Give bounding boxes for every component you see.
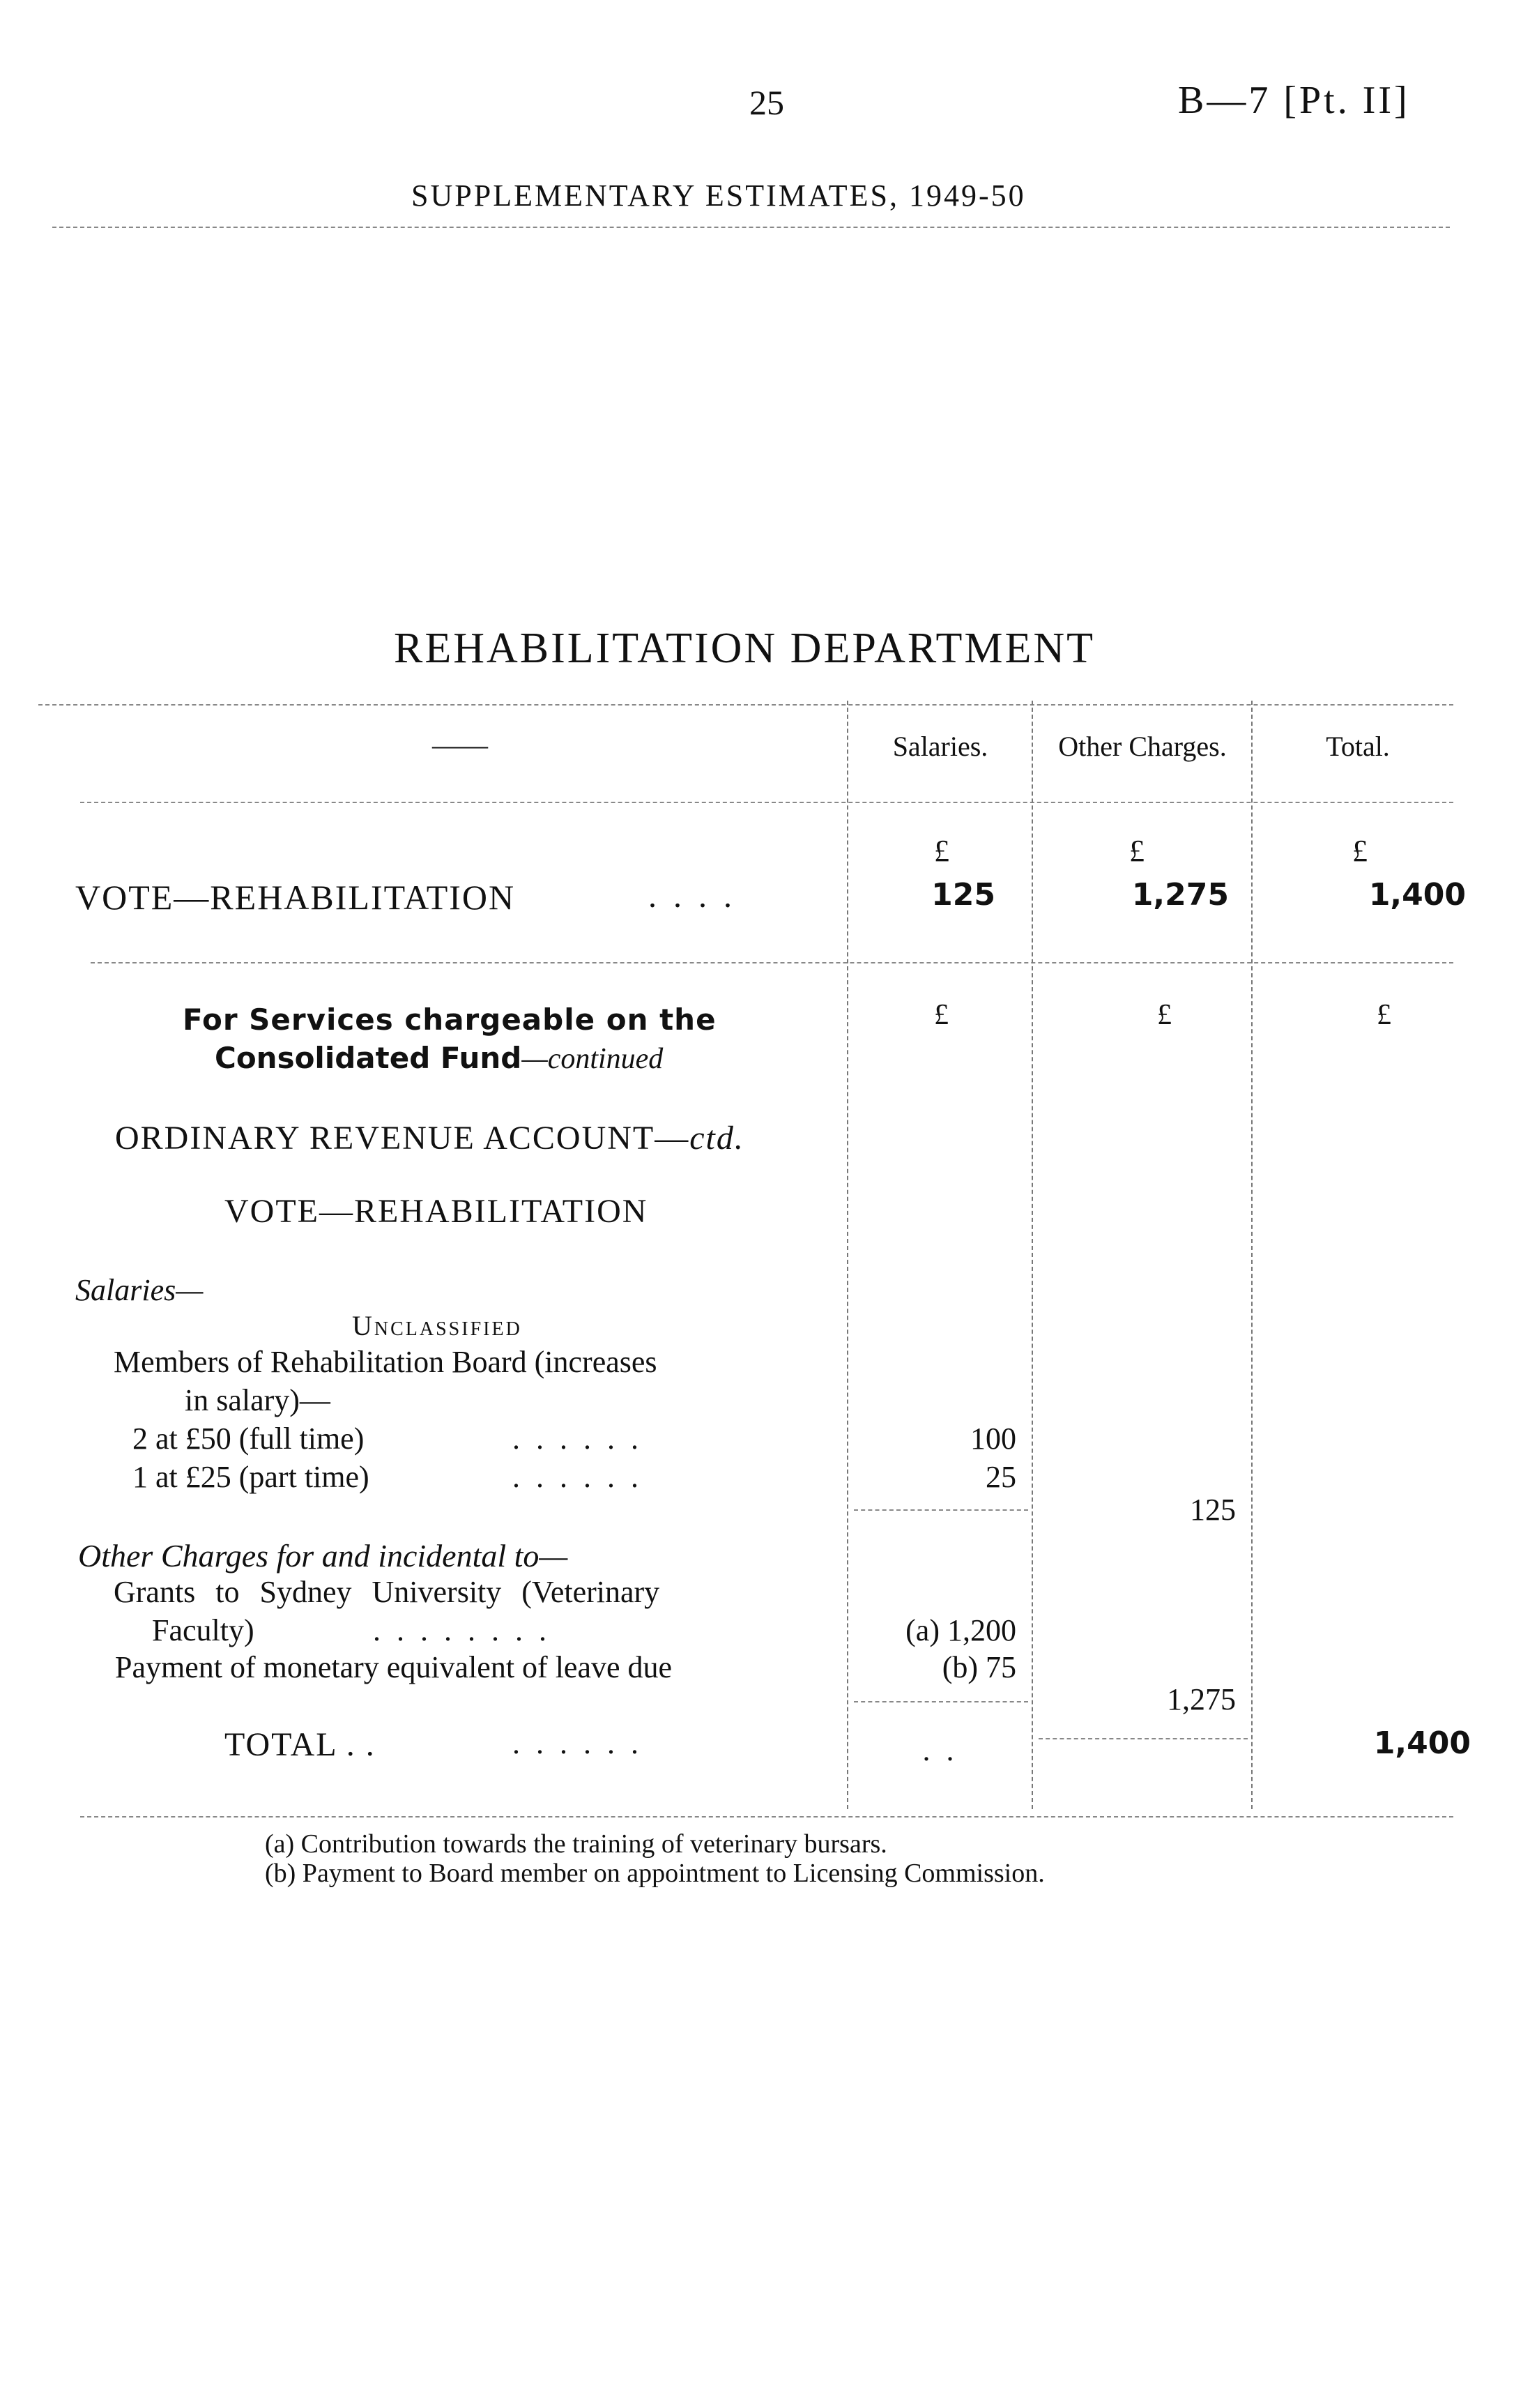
column-header-salaries: Salaries. <box>892 731 988 762</box>
column-divider-1 <box>847 701 848 1809</box>
currency-symbol: £ <box>1129 834 1145 868</box>
continued-label: —continued <box>521 1043 664 1075</box>
total-rule-other-charges <box>1039 1738 1248 1739</box>
unclassified-heading: Unclassified <box>352 1310 522 1341</box>
table-top-rule <box>38 704 1453 706</box>
currency-symbol: £ <box>934 999 949 1031</box>
column-header-other-charges: Other Charges. <box>1058 731 1227 762</box>
footnote-b: (b) Payment to Board member on appointment to Licensing Commission. <box>265 1859 1045 1888</box>
page-reference: B—7 [Pt. II] <box>1178 79 1410 122</box>
currency-symbol: £ <box>1157 999 1172 1031</box>
ordinary-revenue-account-heading <box>115 1119 744 1157</box>
services-heading-line1: For Services chargeable on the <box>183 1003 717 1037</box>
part-time-salaries-value: 25 <box>986 1460 1016 1494</box>
column-header-blank: —— <box>432 729 488 761</box>
summary-salaries-value: 125 <box>931 877 995 913</box>
account-label: ORDINARY REVENUE ACCOUNT— <box>115 1120 690 1157</box>
payment-salaries-value: (b) 75 <box>942 1650 1016 1684</box>
vote-heading: VOTE—REHABILITATION <box>224 1193 648 1230</box>
other-charges-heading: Other Charges for and incidental to— <box>78 1538 568 1573</box>
summary-vote-label: VOTE—REHABILITATION <box>75 878 516 917</box>
total-label: TOTAL . . <box>224 1726 376 1763</box>
summary-other-charges-value: 1,275 <box>1131 877 1229 913</box>
members-line-2: in salary)— <box>185 1383 330 1417</box>
running-title: SUPPLEMENTARY ESTIMATES, 1949-50 <box>411 178 1026 213</box>
footnote-a: (a) Contribution towards the training of veterinary bursars. <box>265 1829 887 1859</box>
summary-total-value: 1,400 <box>1368 877 1466 913</box>
currency-symbol: £ <box>1377 999 1391 1031</box>
other-subtotal-rule <box>854 1701 1028 1702</box>
department-title: REHABILITATION DEPARTMENT <box>394 625 1096 672</box>
header-rule <box>52 227 1450 228</box>
salaries-subtotal-rule <box>854 1509 1028 1511</box>
total-value: 1,400 <box>1373 1725 1471 1761</box>
total-salaries-dots: . . <box>922 1733 958 1767</box>
page-number: 25 <box>749 83 784 122</box>
currency-symbol: £ <box>1352 834 1368 868</box>
full-time-dots: . . . . . . <box>512 1422 643 1456</box>
full-time-salaries-value: 100 <box>970 1422 1016 1456</box>
payment-line: Payment of monetary equivalent of leave due <box>115 1650 673 1684</box>
full-time-label: 2 at £50 (full time) <box>132 1422 365 1456</box>
grants-line-1: Grants to Sydney University (Veterinary <box>114 1575 660 1609</box>
summary-bottom-rule <box>91 962 1453 963</box>
members-line-1: Members of Rehabilitation Board (increases <box>114 1345 657 1379</box>
grants-salaries-value: (a) 1,200 <box>905 1613 1016 1647</box>
part-time-dots: . . . . . . <box>512 1460 643 1494</box>
consolidated-fund-label: Consolidated Fund <box>215 1041 522 1075</box>
currency-symbol: £ <box>934 834 949 868</box>
table-bottom-rule <box>80 1816 1453 1818</box>
column-header-rule <box>80 802 1453 803</box>
account-continued-label: ctd. <box>689 1120 744 1157</box>
summary-leader-dots: . . . . <box>648 878 736 915</box>
part-time-label: 1 at £25 (part time) <box>132 1460 369 1494</box>
total-dots: . . . . . . <box>512 1726 643 1760</box>
column-divider-3 <box>1251 701 1253 1809</box>
salaries-heading: Salaries— <box>75 1273 204 1307</box>
services-heading-line2 <box>215 1041 663 1076</box>
other-subtotal-other-charges: 1,275 <box>1167 1682 1236 1716</box>
salaries-subtotal-other-charges: 125 <box>1190 1493 1236 1527</box>
grants-line-2: Faculty) <box>152 1613 254 1647</box>
column-header-total: Total. <box>1326 731 1390 762</box>
grants-dots: . . . . . . . . <box>373 1613 551 1647</box>
column-divider-2 <box>1032 701 1033 1809</box>
